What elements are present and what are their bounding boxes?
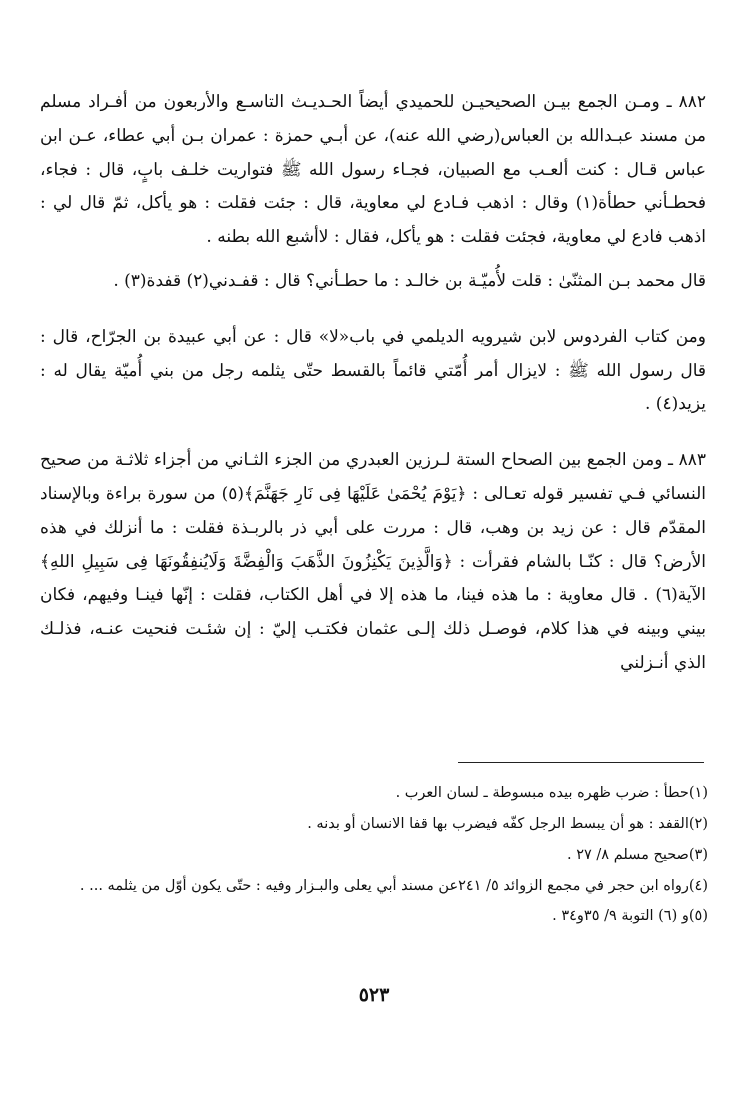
footnote-1: (١)حطأ : ضرب ظهره بيده مبسوطة ـ لسان العرب . — [395, 785, 708, 801]
paragraph-muthanna: قال محمد بـن المثنّىٰ : قلت لأُميّـة بن خالـد : ما حطـأني؟ قال : قفـدني(٢) قفدة(٣) . — [113, 270, 706, 291]
paragraph-882: ٨٨٢ ـ ومـن الجمع بيـن الصحيحيـن للحميدي أيضاً الحـديـث التاسـع والأربعون من أفـراد مسلم من مسند عبـدالله بن العباس(رضي الله عنه)، عن أبـي حمزة : عمران بـن أبي عطاء، عـن ابن عباس قـال : كنت ألعـب مع الصبيان، فجـاء رسول الله ﷺ فتواريت خلـف بابٍ، قال : فجاء، فحطـأني حطأة(١) وقال : اذهب فـادع لي معاوية، قال : جئت فقلت : هو يأكل، ثمّ قال لي : اذهب فادع لي معاوية، فجئت فقلت : هو يأكل، فقال : لاأشبع الله بطنه . — [40, 92, 706, 248]
main-text — [40, 86, 706, 681]
page-number: ٥٢٣ — [358, 984, 390, 1006]
footnote-divider — [458, 762, 704, 763]
footnote-3: (٣)صحيح مسلم ٨/ ٢٧ . — [567, 847, 708, 863]
paragraph-883: ٨٨٣ ـ ومن الجمع بين الصحاح الستة لـرزين العبدري من الجزء الثـاني من أجزاء ثلاثـة من صحيح النسائي فـي تفسير قوله تعـالى : ﴿يَوْمَ يُحْمَىٰ عَلَيْهَا فِى نَارِ جَهَنَّمَ﴾(٥) من سورة براءة وبالإسناد المقدّم قال : عن زيد بن وهب، قال : مررت على أبي ذر بالربـذة فقلت : ما أنزلك في هذه الأرض؟ قال : كنّـا بالشام فقرأت : ﴿وَالَّذِينَ يَكْنِزُونَ الذَّهَبَ وَالْفِضَّةَ وَلَايُنفِقُونَهَا فِى سَبِيلِ اللهِ﴾ الآية(٦) . قال معاوية : ما هذه فينا، ما هذه إلا في أهل الكتاب، فقلت : إنّها فينـا وفيهم، فكان بيني وبينه في هذا كلام، فوصـل ذلك إلـى عثمان فكتـب إليّ : إن شئـت فنحيت عنـه، فذلـك الذي أنـزلني — [40, 450, 706, 673]
footnotes — [40, 778, 708, 932]
footnote-4: (٤)رواه ابن حجر في مجمع الزوائد ٥/ ٢٤١عن مسند أبي يعلى والبـزار وفيه : حتّى يكون أوّل من يثلمه ... . — [79, 878, 708, 894]
paragraph-firdaws: ومن كتاب الفردوس لابن شيرويه الديلمي في باب«لا» قال : عن أبي عبيدة بن الجرّاح، قال : قال رسول الله ﷺ : لايزال أمر أُمّتي قائماً بالقسط حتّى يثلمه رجل من بني أُميّة يقال له : يزيد(٤) . — [40, 326, 706, 415]
footnote-2: (٢)القفد : هو أن يبسط الرجل كفّه فيضرب بها قفا الانسان أو بدنه . — [307, 816, 708, 832]
footnote-5-6: (٥)و (٦) التوبة ٩/ ٣٥و٣٤ . — [552, 908, 708, 924]
